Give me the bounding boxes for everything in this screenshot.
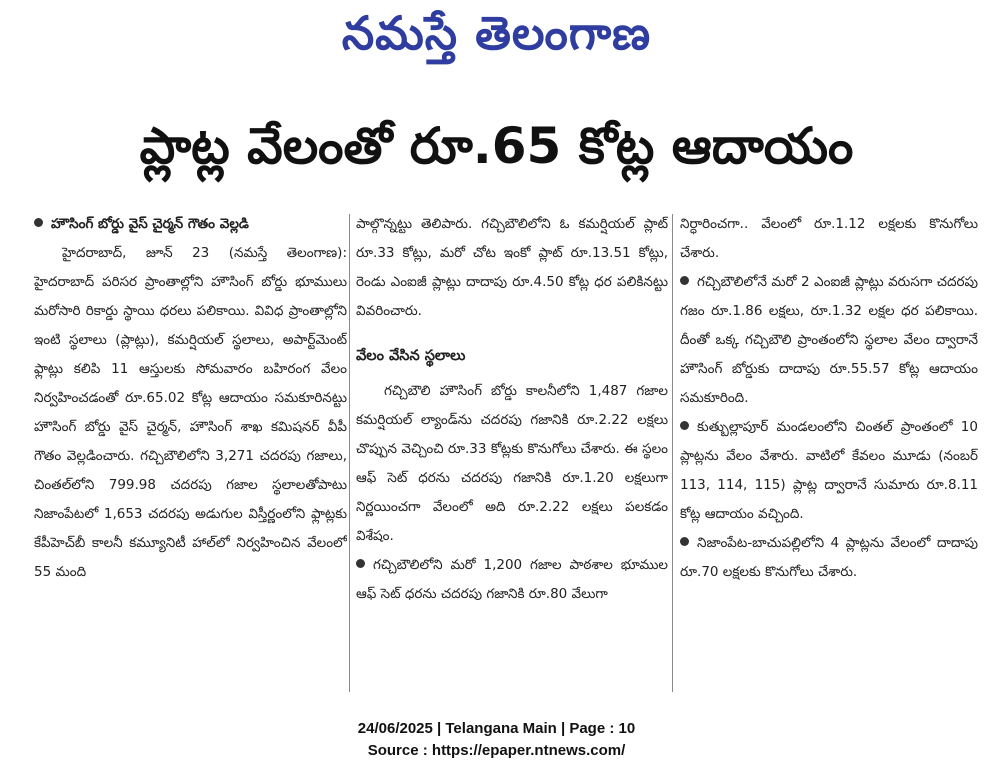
footer-source: Source : https://epaper.ntnews.com/	[367, 742, 626, 759]
newspaper-logo: నమస్తే తెలంగాణ	[341, 6, 652, 60]
bullet-item	[680, 268, 978, 413]
subheading: వేలం వేసిన స్థలాలు	[356, 348, 466, 364]
footer-date-page: 24/06/2025 | Telangana Main | Page : 10	[357, 720, 636, 737]
column-divider	[349, 214, 350, 692]
bullet-icon	[34, 218, 43, 227]
bullet-item	[680, 529, 978, 587]
article-column-3	[680, 210, 978, 587]
bullet-item	[680, 413, 978, 529]
bullet-icon	[356, 559, 365, 568]
bullet-text: నిజాంపేట-బాచుపల్లిలోని 4 ప్లాట్లను వేలంలో దాదాపు రూ.70 లక్షలకు కొనుగోలు చేశారు.	[680, 535, 978, 580]
bullet-text: కుత్బుల్లాపూర్ మండలంలోని చింతల్ ప్రాంతంలో 10 ప్లాట్లను వేలం వేశారు. వాటిలో కేవలం మూడు (నంబర్ 113, 114, 115) ప్లాట్ల ద్వారానే సుమారు రూ.8.11 కోట్ల ఆదాయం వచ్చింది.	[680, 419, 978, 522]
headline-text: ప్లాట్ల వేలంతో రూ.65 కోట్ల ఆదాయం	[139, 116, 854, 175]
article-column-2	[356, 210, 668, 609]
bullet-icon	[680, 537, 689, 546]
bullet-item	[356, 551, 668, 609]
bullet-text: గచ్చిబౌలిలోని మరో 1,200 గజాల పాఠశాల భూముల ఆఫ్ సెట్ ధరను చదరపు గజానికి రూ.80 వేలుగా	[356, 557, 668, 602]
column-divider	[672, 214, 673, 692]
bullet-icon	[680, 421, 689, 430]
bullet-icon	[680, 276, 689, 285]
paragraph: హైదరాబాద్, జూన్ 23 (నమస్తే తెలంగాణ): హైదరాబాద్ పరిసర ప్రాంతాల్లోని హౌసింగ్ బోర్డు భూములు మరోసారి రికార్డు స్థాయి ధరలు పలికాయి. వివిధ ప్రాంతాల్లోని ఇంటి స్థలాలు (ప్లాట్లు), కమర్షియల్ స్థలాలు, అపార్ట్‌మెంట్ ఫ్లాట్లు కలిపి 11 ఆస్తులకు సోమవారం బహిరంగ వేలం నిర్వహించడంతో రూ.65.02 కోట్ల ఆదాయం సమకూరినట్టు హౌసింగ్ బోర్డు వైస్ చైర్మన్, హౌసింగ్ శాఖ కమిషనర్ వీపీ గౌతం వెల్లడించారు. గచ్చిబౌలిలోని 3,271 చదరపు గజాలు, చింతల్‌లోని 799.98 చదరపు గజాల స్థలాలతోపాటు నిజాంపేటలో 1,653 చదరపు అడుగుల విస్తీర్ణంలోని ఫ్లాట్లకు కేపీహెచ్‌బీ కాలనీ కమ్యూనిటీ హాల్‌లో నిర్వహించిన వేలంలో 55 మంది	[34, 245, 347, 580]
byline-text: హౌసింగ్ బోర్డు వైస్ చైర్మన్ గౌతం వెల్లడి	[51, 216, 249, 232]
article-column-1	[34, 210, 347, 587]
headline	[0, 104, 993, 200]
masthead	[0, 0, 993, 78]
paragraph: నిర్ధారించగా.. వేలంలో రూ.1.12 లక్షలకు కొనుగోలు చేశారు.	[680, 216, 978, 261]
byline	[34, 210, 347, 239]
paragraph: గచ్చిబౌలి హౌసింగ్ బోర్డు కాలనీలోని 1,487 గజాల కమర్షియల్ ల్యాండ్‌ను చదరపు గజానికి రూ.2.22 లక్షలు చొప్పున వెచ్చించి రూ.33 కోట్లకు కొనుగోలు చేశారు. ఈ స్థలం ఆఫ్ సెట్ ధరను చదరపు గజానికి రూ.1.20 లక్షలుగా నిర్ణయించగా వేలంలో అది రూ.2.22 లక్షలు పలకడం విశేషం.	[356, 383, 668, 544]
bullet-text: గచ్చిబౌలిలోనే మరో 2 ఎంఐజీ ప్లాట్లు వరుసగా చదరపు గజం రూ.1.86 లక్షలు, రూ.1.32 లక్షల ధర పలికాయి. దీంతో ఒక్క గచ్చిబౌలి ప్రాంతంలోని స్థలాల వేలం ద్వారానే హౌసింగ్ బోర్డుకు దాదాపు రూ.55.57 కోట్ల ఆదాయం సమకూరింది.	[680, 274, 978, 406]
paragraph: పాల్గొన్నట్టు తెలిపారు. గచ్చిబౌలిలోని ఓ కమర్షియల్ ప్లాట్ రూ.33 కోట్లు, మరో చోట ఇంకో ప్లాట్ రూ.13.51 కోట్లు, రెండు ఎంఐజీ ప్లాట్లు దాదాపు రూ.4.50 కోట్ల ధర పలికినట్టు వివరించారు.	[356, 216, 668, 319]
